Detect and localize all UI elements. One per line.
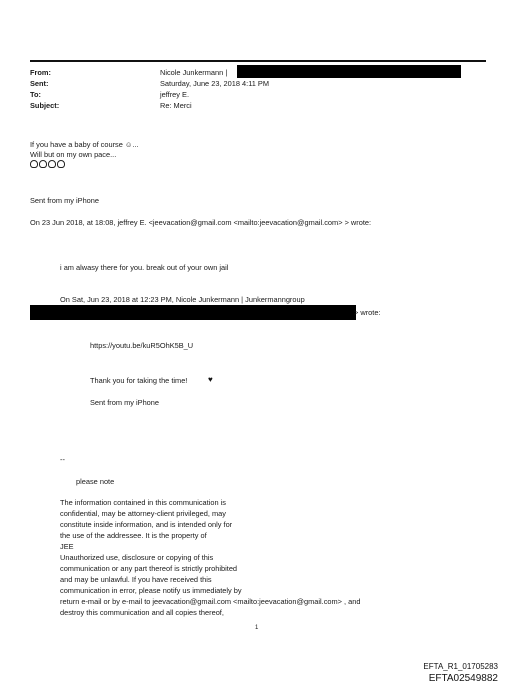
face-emoji-icon — [39, 160, 47, 168]
video-link[interactable]: https://youtu.be/kuR5OhK5B_U — [90, 341, 194, 350]
disclaimer-line: destroy this communication and all copies thereof, — [60, 608, 224, 617]
disclaimer-line: return e-mail or by e-mail to jeevacation@gmail.com <mailto:jeevacation@gmail.com> , and — [60, 597, 361, 606]
sent-label: Sent: — [30, 79, 49, 88]
face-emoji-icon — [30, 160, 38, 168]
disclaimer-line: Unauthorized use, disclosure or copying of this — [60, 553, 214, 562]
subject-label: Subject: — [30, 101, 60, 110]
redaction-box — [30, 305, 356, 320]
page-number: 1 — [255, 625, 259, 631]
to-value: jeffrey E. — [160, 90, 190, 99]
redaction-box — [237, 65, 461, 78]
signature-dashes: -- — [60, 455, 65, 464]
please-note: please note — [76, 477, 115, 486]
disclaimer-line: JEE — [60, 542, 74, 551]
to-label: To: — [30, 90, 41, 99]
subject-value: Re: Merci — [160, 101, 192, 110]
disclaimer-line: and may be unlawful. If you have received this — [60, 575, 212, 584]
emoji-row — [30, 160, 65, 168]
quote2-wrote: > wrote: — [354, 308, 381, 317]
header-rule — [30, 60, 486, 62]
quote1-header: On 23 Jun 2018, at 18:08, jeffrey E. <jeevacation@gmail.com <mailto:jeevacation@gmail.com> > wrote: — [30, 218, 372, 227]
face-emoji-icon — [48, 160, 56, 168]
thanks-text: Thank you for taking the time! — [90, 376, 188, 385]
quote1-text: i am alwasy there for you. break out of your own jail — [60, 263, 229, 272]
body-line-2: Will but on my own pace... — [30, 150, 117, 159]
body-line-1: If you have a baby of course ☺... — [30, 140, 139, 149]
disclaimer-line: communication in error, please notify us immediately by — [60, 586, 242, 595]
from-value: Nicole Junkermann | — [160, 68, 228, 77]
sent-value: Saturday, June 23, 2018 4:11 PM — [160, 79, 270, 88]
disclaimer-line: The information contained in this communication is — [60, 498, 226, 507]
disclaimer-line: constitute inside information, and is intended only for — [60, 520, 233, 529]
disclaimer-line: communication or any part thereof is strictly prohibited — [60, 564, 238, 573]
footer-id-2: EFTA02549882 — [428, 673, 498, 684]
disclaimer-line: the use of the addressee. It is the property of — [60, 531, 207, 540]
footer-id-1: EFTA_R1_01705283 — [423, 662, 498, 671]
from-label: From: — [30, 68, 51, 77]
sent-from-iphone: Sent from my iPhone — [30, 196, 100, 205]
quote2-header: On Sat, Jun 23, 2018 at 12:23 PM, Nicole Junkermann | Junkermanngroup — [60, 295, 305, 304]
face-emoji-icon — [57, 160, 65, 168]
disclaimer-line: confidential, may be attorney-client privileged, may — [60, 509, 226, 518]
sent-from-iphone-2: Sent from my iPhone — [90, 398, 160, 407]
heart-icon: ♥ — [208, 375, 213, 384]
